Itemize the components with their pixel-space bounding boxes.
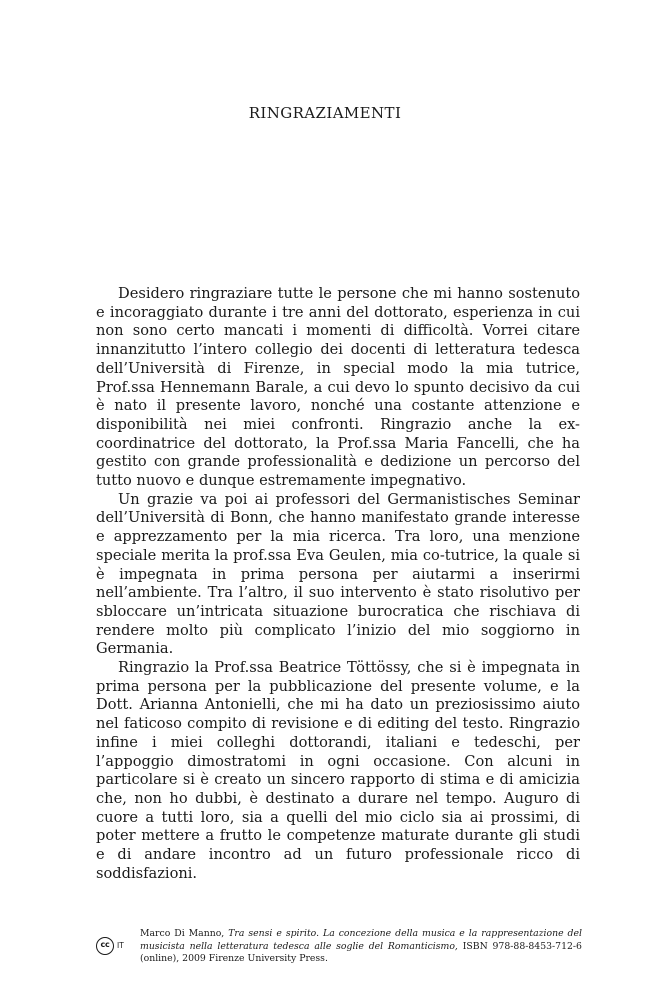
page-title: RINGRAZIAMENTI (248, 104, 402, 122)
cc-country-code: IT (117, 941, 124, 950)
paragraph: Desidero ringraziare tutte le persone che mi hanno sostenuto e incoraggiato durante i tre anni del dottorato, esperienza in cui non sono certo mancati i momenti di difficoltà. Vorrei citare innanzitutto l’intero collegio dei docenti di letteratura tedesca dell’Università di Firenze, in special modo la mia tutrice, Prof.ssa Hennemann Barale, a cui devo lo spunto decisivo da cui è nato il presente lavoro, nonché una costante attenzione e disponibilità nei miei confronti. Ringrazio anche la ex-coordinatrice del dottorato, la Prof.ssa Maria Fancelli, che ha gestito con grande professionalità e dedizione un percorso del tutto nuovo e dunque estremamente impegnativo. (96, 285, 580, 490)
cc-circle-label: cc (100, 940, 110, 949)
citation-author: Marco Di Manno, (140, 928, 225, 939)
citation-footer (96, 928, 582, 968)
citation-text (140, 928, 582, 966)
creative-commons-icon (96, 937, 134, 957)
citation-details: ISBN 978-88-8453-712-6 (online), 2009 Firenze University Press. (140, 940, 582, 965)
paragraph: Un grazie va poi ai professori del Germanistisches Seminar dell’Università di Bonn, che hanno manifestato grande interesse e apprezzamento per la mia ricerca. Tra loro, una menzione speciale merita la prof.ssa Eva Geulen, mia co-tutrice, la quale si è impegnata in prima persona per aiutarmi a inserirmi nell’ambiente. Tra l’altro, il suo intervento è stato risolutivo per sbloccare un’intricata situazione burocratica che rischiava di rendere molto più complicato l’inizio del mio soggiorno in Germania. (96, 490, 580, 658)
citation-title: Tra sensi e spirito. La concezione della musica e la rappresentazione del musicista nella letteratura tedesca alle soglie del Romanticismo, (140, 928, 582, 952)
acknowledgements-text (96, 285, 580, 884)
paragraph: Ringrazio la Prof.ssa Beatrice Töttössy, che si è impegnata in prima persona per la pubblicazione del presente volume, e la Dott. Arianna Antonielli, che mi ha dato un preziosissimo aiuto nel faticoso compito di revisione e di editing del testo. Ringrazio infine i miei colleghi dottorandi, italiani e tedeschi, per l’appoggio dimostratomi in ogni occasione. Con alcuni in particolare si è creato un sincero rapporto di stima e di amicizia che, non ho dubbi, è destinato a durare nel tempo. Auguro di cuore a tutti loro, sia a quelli del mio ciclo sia ai prossimi, di poter mettere a frutto le competenze maturate durante gli studi e di andare incontro ad un futuro professionale ricco di soddisfazioni. (96, 659, 580, 882)
